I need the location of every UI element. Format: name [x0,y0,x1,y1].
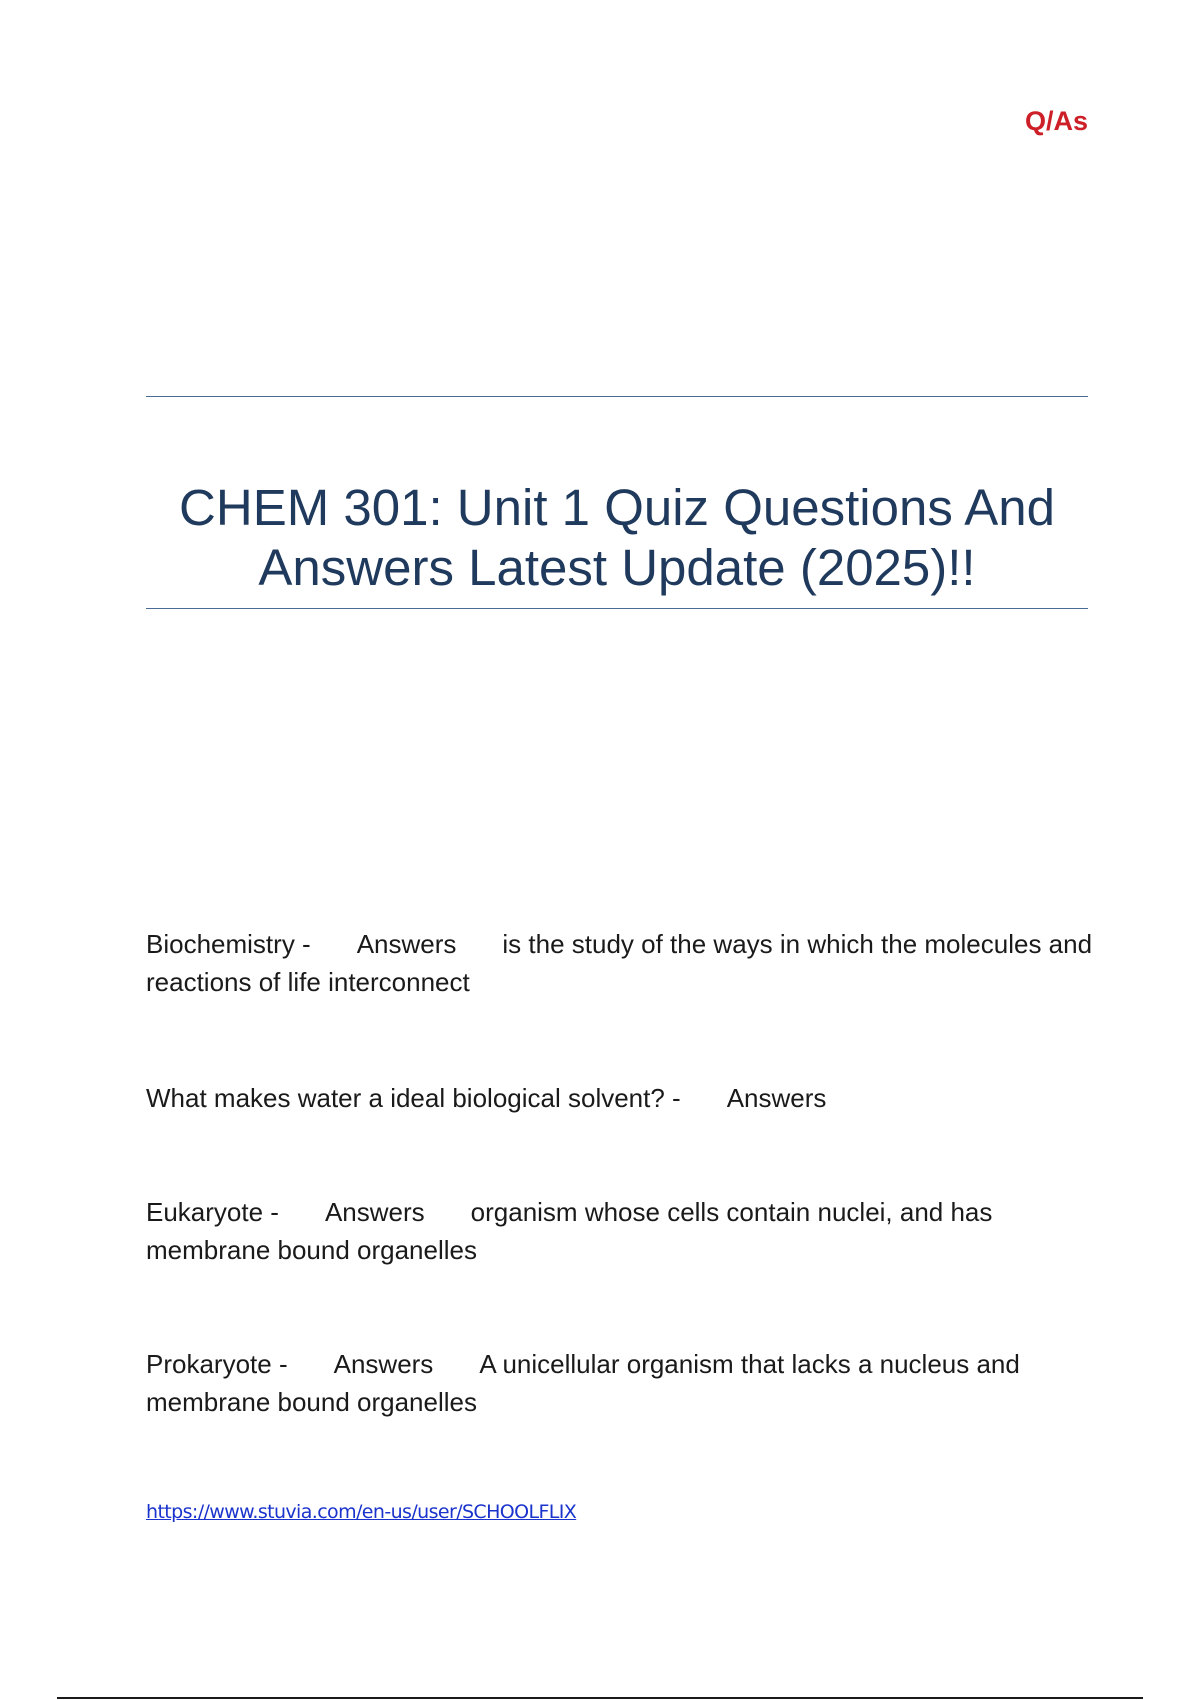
qa-term: What makes water a ideal biological solvent? - [146,1083,681,1113]
qa-answers-label: Answers [324,1197,425,1227]
qa-answer: organism whose cells contain nuclei, and has membrane bound organelles [146,1197,993,1265]
stuvia-profile-link[interactable]: https://www.stuvia.com/en-us/user/SCHOOLFLIX [146,1501,577,1523]
qa-term: Biochemistry - [146,929,311,959]
qa-item-water-solvent [146,1079,1106,1117]
qa-answer: is the study of the ways in which the molecules and reactions of life interconnect [146,929,1093,997]
title-line-2: Answers Latest Update (2025)!! [258,539,976,596]
title-bottom-rule [146,608,1088,609]
title-line-1: CHEM 301: Unit 1 Quiz Questions And [179,479,1055,536]
qa-answers-label: Answers [333,1349,434,1379]
qa-item-eukaryote [146,1193,1106,1269]
title-top-rule [146,396,1088,397]
footer-rule [57,1697,1143,1699]
qas-tag: Q/As [1024,106,1088,136]
qa-answer: A unicellular organism that lacks a nucleus and membrane bound organelles [146,1349,1020,1417]
qa-term: Prokaryote - [146,1349,288,1379]
qa-term: Eukaryote - [146,1197,279,1227]
qa-item-prokaryote [146,1345,1106,1421]
qa-answers-label: Answers [356,929,457,959]
qa-item-biochemistry [146,925,1106,1001]
document-title [146,478,1088,598]
qa-answers-label: Answers [726,1083,827,1113]
